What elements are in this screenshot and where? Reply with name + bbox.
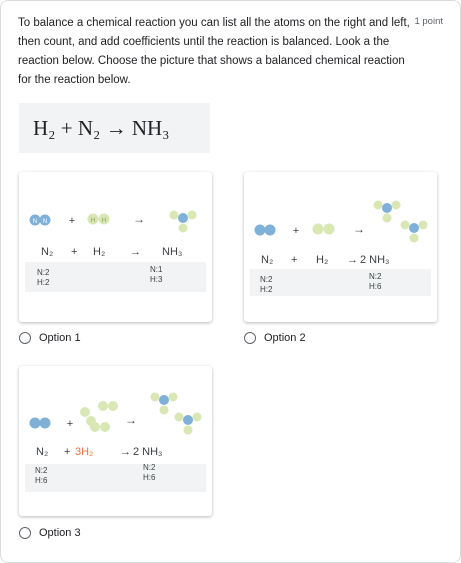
equation-image	[19, 103, 210, 153]
plus-sign: +	[66, 418, 74, 430]
formula-product: 2 NH₃	[133, 446, 163, 458]
formula-n2: N₂	[261, 254, 274, 266]
svg-text:N: N	[42, 219, 48, 225]
count-right-h: H:6	[143, 473, 156, 482]
count-right-h: H:6	[369, 282, 382, 291]
formula-n2: N₂	[36, 446, 49, 458]
option-2-row[interactable]	[244, 332, 306, 344]
option-2-radio[interactable]	[244, 332, 256, 344]
formula-arrow: →	[347, 254, 358, 266]
count-left-n: N:2	[37, 268, 50, 277]
formula-plus: +	[291, 254, 298, 266]
option-1-row[interactable]	[19, 332, 81, 344]
formula-h2: H₂	[93, 246, 106, 258]
formula-arrow: →	[120, 446, 131, 458]
count-right-h: H:3	[150, 275, 163, 284]
equation-text: H₂ + N₂ → NH₃	[33, 115, 170, 140]
count-right-n: N:2	[143, 463, 156, 472]
arrow: →	[125, 413, 137, 427]
option-3-label[interactable]: Option 3	[39, 527, 81, 539]
formula-n2: N₂	[41, 246, 54, 258]
svg-text:H: H	[90, 218, 96, 224]
count-left-h: H:6	[35, 476, 48, 485]
points-label: 1 point	[414, 16, 443, 27]
count-left-h: H:2	[37, 278, 50, 287]
arrow: →	[133, 212, 145, 226]
formula-product: NH₃	[162, 246, 183, 258]
option-2-image[interactable]	[244, 172, 437, 322]
arrow: →	[353, 222, 365, 236]
formula-h2: 3H₂	[75, 446, 94, 458]
count-left-n: N:2	[260, 275, 273, 284]
count-left-h: H:2	[260, 285, 273, 294]
formula-plus: +	[71, 246, 78, 258]
formula-plus: +	[64, 446, 71, 458]
formula-arrow: →	[130, 246, 141, 258]
option-1-label[interactable]: Option 1	[39, 332, 81, 344]
question-text: To balance a chemical reaction you can list all the atoms on the right and left, then count, and add coefficients until the reaction is balanced. Look a the reaction below. Choose the picture that shows a balanced chemical reaction for the reaction below.	[18, 17, 410, 86]
svg-text:H: H	[101, 218, 107, 224]
formula-h2: H₂	[316, 254, 329, 266]
option-3-radio[interactable]	[19, 527, 31, 539]
plus-sign: +	[68, 215, 76, 227]
count-left-n: N:2	[35, 466, 48, 475]
plus-sign: +	[292, 225, 300, 237]
option-3-row[interactable]	[19, 527, 81, 539]
svg-text:N: N	[32, 219, 38, 225]
option-2-label[interactable]: Option 2	[264, 332, 306, 344]
option-1-radio[interactable]	[19, 332, 31, 344]
count-right-n: N:1	[150, 265, 163, 274]
option-1-image[interactable]	[19, 172, 212, 322]
option-3-image[interactable]	[19, 366, 212, 516]
formula-product: 2 NH₃	[360, 254, 390, 266]
count-right-n: N:2	[369, 272, 382, 281]
